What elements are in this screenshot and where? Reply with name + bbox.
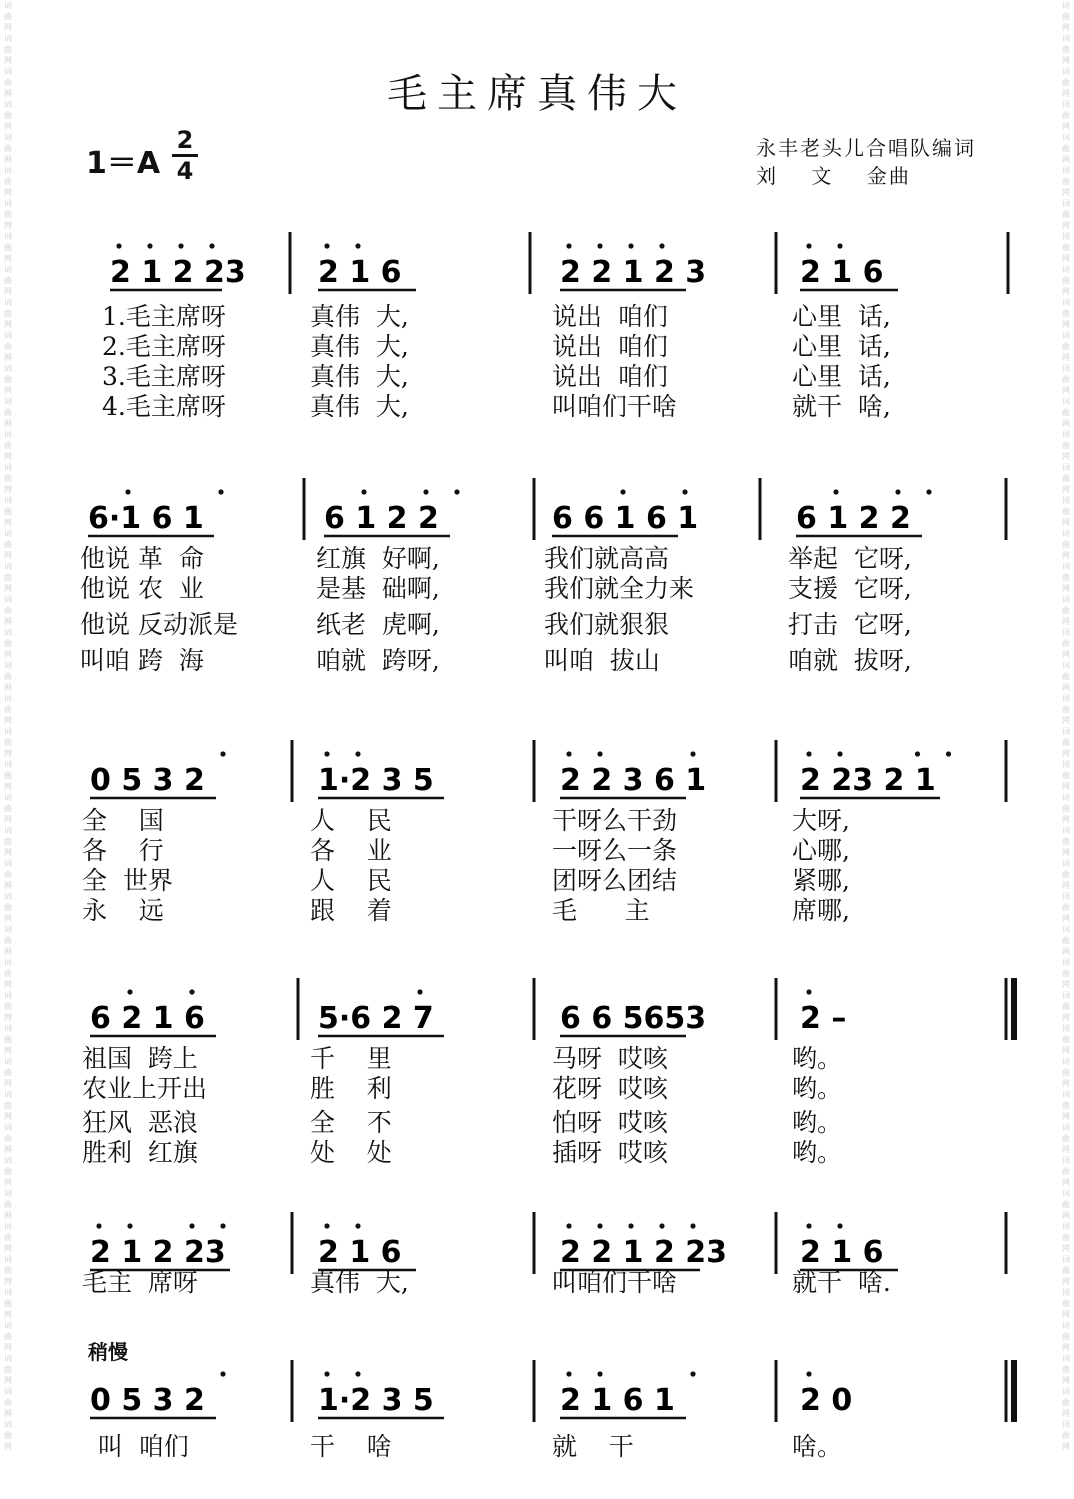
measure-notes: 6 1 2 2 <box>324 501 439 536</box>
lyric-segment: 哟。 <box>792 1108 843 1137</box>
octave-dot <box>209 243 214 248</box>
lyric-segment: 心哪, <box>792 836 850 865</box>
lyric-segment: 真伟 大, <box>310 362 409 391</box>
octave-dot <box>189 989 194 994</box>
octave-dot <box>417 989 422 994</box>
left-watermark-strip: 词曲网词曲网词曲网词曲网词曲网词曲网词曲网词曲网词曲网词曲网词曲网词曲网词曲网词曲网词曲网词曲网词曲网词曲网词曲网词曲网词曲网词曲网词曲网词曲网词曲网词曲网词曲网词曲网词曲网词曲网词曲网词曲网词曲网词曲网词曲网词曲网词曲网词曲网词曲网词曲网词曲网词曲网词曲网词曲网 <box>4 1 12 1451</box>
octave-dot <box>355 243 360 248</box>
lyric-segment: 3.毛主席呀 <box>102 362 226 391</box>
lyric-segment: 毛主 席呀 <box>82 1268 198 1297</box>
lyric-segment: 怕呀 哎咳 <box>552 1108 668 1137</box>
octave-dot <box>597 1371 602 1376</box>
lyric-segment: 真伟 大, <box>310 1268 409 1297</box>
octave-dot <box>690 1371 695 1376</box>
octave-dot <box>895 489 900 494</box>
octave-dot <box>355 751 360 756</box>
octave-dot <box>566 751 571 756</box>
lyric-segment: 叫咱们干啥 <box>552 1268 678 1297</box>
lyric-segment: 就 干 <box>552 1432 634 1461</box>
lyric-segment: 哟。 <box>792 1044 843 1073</box>
measure-notes: 2 2 3 6 1 <box>560 763 707 798</box>
octave-dot <box>926 489 931 494</box>
lyric-segment: 毛 主 <box>552 896 650 925</box>
lyric-segment: 说出 咱们 <box>552 332 668 361</box>
lyric-segment: 插呀 哎咳 <box>552 1138 668 1167</box>
lyric-segment: 农业上开出 <box>82 1074 208 1103</box>
measure-notes: 2 1 2 23 <box>110 255 246 290</box>
lyric-segment: 我们就狠狠 <box>544 610 670 639</box>
octave-dot <box>324 1223 329 1228</box>
octave-dot <box>127 989 132 994</box>
octave-dot <box>220 751 225 756</box>
lyric-segment: 心里 话, <box>792 362 891 391</box>
measure-notes: 2 0 <box>800 1383 853 1418</box>
octave-dot <box>116 243 121 248</box>
measure-notes: 1·2 3 5 <box>318 763 434 798</box>
octave-dot <box>628 1223 633 1228</box>
octave-dot <box>806 1371 811 1376</box>
lyric-segment: 红旗 好啊, <box>316 544 440 573</box>
lyric-segment: 席哪, <box>792 896 850 925</box>
measure-notes: 2 23 2 1 <box>800 763 936 798</box>
lyric-segment: 4.毛主席呀 <box>102 392 226 421</box>
lyric-segment: 干 啥 <box>310 1432 392 1461</box>
lyric-segment: 说出 咱们 <box>552 302 668 331</box>
lyric-segment: 干呀么干劲 <box>552 806 678 835</box>
lyric-segment: 就干 啥. <box>792 1268 891 1297</box>
lyric-segment: 全 国 <box>82 806 164 835</box>
lyric-segment: 人 民 <box>310 806 392 835</box>
lyric-segment: 就干 啥, <box>792 392 891 421</box>
lyric-segment: 真伟 大, <box>310 392 409 421</box>
measure-notes: 2 1 6 <box>800 1235 884 1270</box>
octave-dot <box>833 489 838 494</box>
measure-notes: 6 1 2 2 <box>796 501 911 536</box>
octave-dot <box>127 1223 132 1228</box>
octave-dot <box>597 243 602 248</box>
measure-notes: 2 1 2 23 <box>90 1235 226 1270</box>
lyric-segment: 他说 革 命 <box>80 544 204 573</box>
octave-dot <box>189 1223 194 1228</box>
octave-dot <box>178 243 183 248</box>
octave-dot <box>361 489 366 494</box>
lyric-segment: 一呀么一条 <box>552 836 678 865</box>
lyric-segment: 打击 它呀, <box>788 610 912 639</box>
octave-dot <box>218 489 223 494</box>
octave-dot <box>125 489 130 494</box>
lyric-segment: 紧哪, <box>792 866 850 895</box>
time-signature-top: 2 <box>176 126 194 154</box>
lyric-segment: 叫咱 拔山 <box>544 646 660 675</box>
octave-dot <box>147 243 152 248</box>
lyric-segment: 真伟 大, <box>310 332 409 361</box>
lyric-segment: 他说 农 业 <box>80 574 204 603</box>
octave-dot <box>659 1223 664 1228</box>
composer-credit: 刘 文 金曲 <box>756 164 911 188</box>
octave-dot <box>423 489 428 494</box>
measure-notes: 2 2 1 2 3 <box>560 255 707 290</box>
measure-notes: 2 1 6 <box>318 1235 402 1270</box>
octave-dot <box>628 243 633 248</box>
octave-dot <box>324 243 329 248</box>
lyric-segment: 胜 利 <box>310 1074 392 1103</box>
octave-dot <box>806 1223 811 1228</box>
lyric-segment: 千 里 <box>310 1044 392 1073</box>
lyric-segment: 啥。 <box>792 1432 843 1461</box>
octave-dot <box>837 1223 842 1228</box>
octave-dot <box>837 243 842 248</box>
octave-dot <box>806 751 811 756</box>
lyric-segment: 马呀 哎咳 <box>552 1044 668 1073</box>
lyric-segment: 各 业 <box>310 836 392 865</box>
octave-dot <box>566 243 571 248</box>
lyric-segment: 纸老 虎啊, <box>316 610 440 639</box>
lyric-segment: 哟。 <box>792 1138 843 1167</box>
octave-dot <box>220 1223 225 1228</box>
octave-dot <box>690 751 695 756</box>
measure-notes: 6 6 1 6 1 <box>552 501 699 536</box>
octave-dot <box>566 1223 571 1228</box>
lyric-segment: 跟 着 <box>310 896 392 925</box>
octave-dot <box>324 751 329 756</box>
tempo-marking: 稍慢 <box>88 1340 128 1364</box>
right-watermark-strip: 词曲网词曲网词曲网词曲网词曲网词曲网词曲网词曲网词曲网词曲网词曲网词曲网词曲网词曲网词曲网词曲网词曲网词曲网词曲网词曲网词曲网词曲网词曲网词曲网词曲网词曲网词曲网词曲网词曲网词曲网词曲网词曲网词曲网词曲网词曲网词曲网词曲网词曲网词曲网词曲网词曲网词曲网词曲网词曲网 <box>1062 1 1070 1451</box>
lyric-segment: 叫咱 跨 海 <box>80 646 204 675</box>
lyric-segment: 我们就全力来 <box>544 574 695 603</box>
lyric-segment: 胜利 红旗 <box>82 1138 198 1167</box>
lyric-segment: 咱就 跨呀, <box>316 646 440 675</box>
octave-dot <box>690 1223 695 1228</box>
measure-notes: 6·1 6 1 <box>88 501 204 536</box>
lyric-segment: 永 远 <box>82 896 164 925</box>
lyric-segment: 全 不 <box>310 1108 392 1137</box>
measure-notes: 6 6 5653 <box>560 1001 707 1036</box>
lyric-segment: 人 民 <box>310 866 392 895</box>
measure-notes: 5·6 2 7 <box>318 1001 434 1036</box>
lyricist-credit: 永丰老头儿合唱队编词 <box>756 136 976 160</box>
measure-notes: 2 1 6 <box>318 255 402 290</box>
octave-dot <box>837 751 842 756</box>
lyric-segment: 2.毛主席呀 <box>102 332 226 361</box>
measure-notes: 2 – <box>800 1001 847 1036</box>
lyric-segment: 支援 它呀, <box>788 574 912 603</box>
measure-notes: 2 2 1 2 23 <box>560 1235 728 1270</box>
lyric-segment: 叫 咱们 <box>82 1432 189 1461</box>
lyric-segment: 1.毛主席呀 <box>102 302 226 331</box>
lyric-segment: 举起 它呀, <box>788 544 912 573</box>
octave-dot <box>597 751 602 756</box>
measure-notes: 2 1 6 <box>800 255 884 290</box>
key-signature: 1＝A <box>86 146 161 181</box>
lyric-segment: 说出 咱们 <box>552 362 668 391</box>
lyric-segment: 心里 话, <box>792 332 891 361</box>
octave-dot <box>355 1223 360 1228</box>
lyric-segment: 叫咱们干啥 <box>552 392 678 421</box>
octave-dot <box>566 1371 571 1376</box>
lyric-segment: 团呀么团结 <box>552 866 678 895</box>
octave-dot <box>324 1371 329 1376</box>
lyric-segment: 处 处 <box>310 1138 392 1167</box>
lyric-segment: 我们就高高 <box>544 544 670 573</box>
lyric-segment: 狂风 恶浪 <box>82 1108 198 1137</box>
song-title: 毛主席真伟大 <box>387 71 687 117</box>
measure-notes: 1·2 3 5 <box>318 1383 434 1418</box>
octave-dot <box>946 751 951 756</box>
octave-dot <box>454 489 459 494</box>
lyric-segment: 各 行 <box>82 836 164 865</box>
octave-dot <box>659 243 664 248</box>
measure-notes: 2 1 6 1 <box>560 1383 675 1418</box>
octave-dot <box>620 489 625 494</box>
octave-dot <box>915 751 920 756</box>
measure-notes: 6 2 1 6 <box>90 1001 205 1036</box>
measure-notes: 0 5 3 2 <box>90 1383 205 1418</box>
lyric-segment: 花呀 哎咳 <box>552 1074 668 1103</box>
lyric-segment: 大呀, <box>792 806 850 835</box>
time-signature-bottom: 4 <box>176 157 194 185</box>
lyric-segment: 是基 础啊, <box>316 574 440 603</box>
lyric-segment: 真伟 大, <box>310 302 409 331</box>
lyric-segment: 祖国 跨上 <box>82 1044 198 1073</box>
lyric-segment: 他说 反动派是 <box>80 610 238 639</box>
octave-dot <box>806 243 811 248</box>
octave-dot <box>597 1223 602 1228</box>
lyric-segment: 全 世界 <box>82 866 173 895</box>
octave-dot <box>220 1371 225 1376</box>
measure-notes: 0 5 3 2 <box>90 763 205 798</box>
octave-dot <box>806 989 811 994</box>
octave-dot <box>355 1371 360 1376</box>
lyric-segment: 心里 话, <box>792 302 891 331</box>
octave-dot <box>96 1223 101 1228</box>
octave-dot <box>682 489 687 494</box>
lyric-segment: 哟。 <box>792 1074 843 1103</box>
lyric-segment: 咱就 拔呀, <box>788 646 912 675</box>
